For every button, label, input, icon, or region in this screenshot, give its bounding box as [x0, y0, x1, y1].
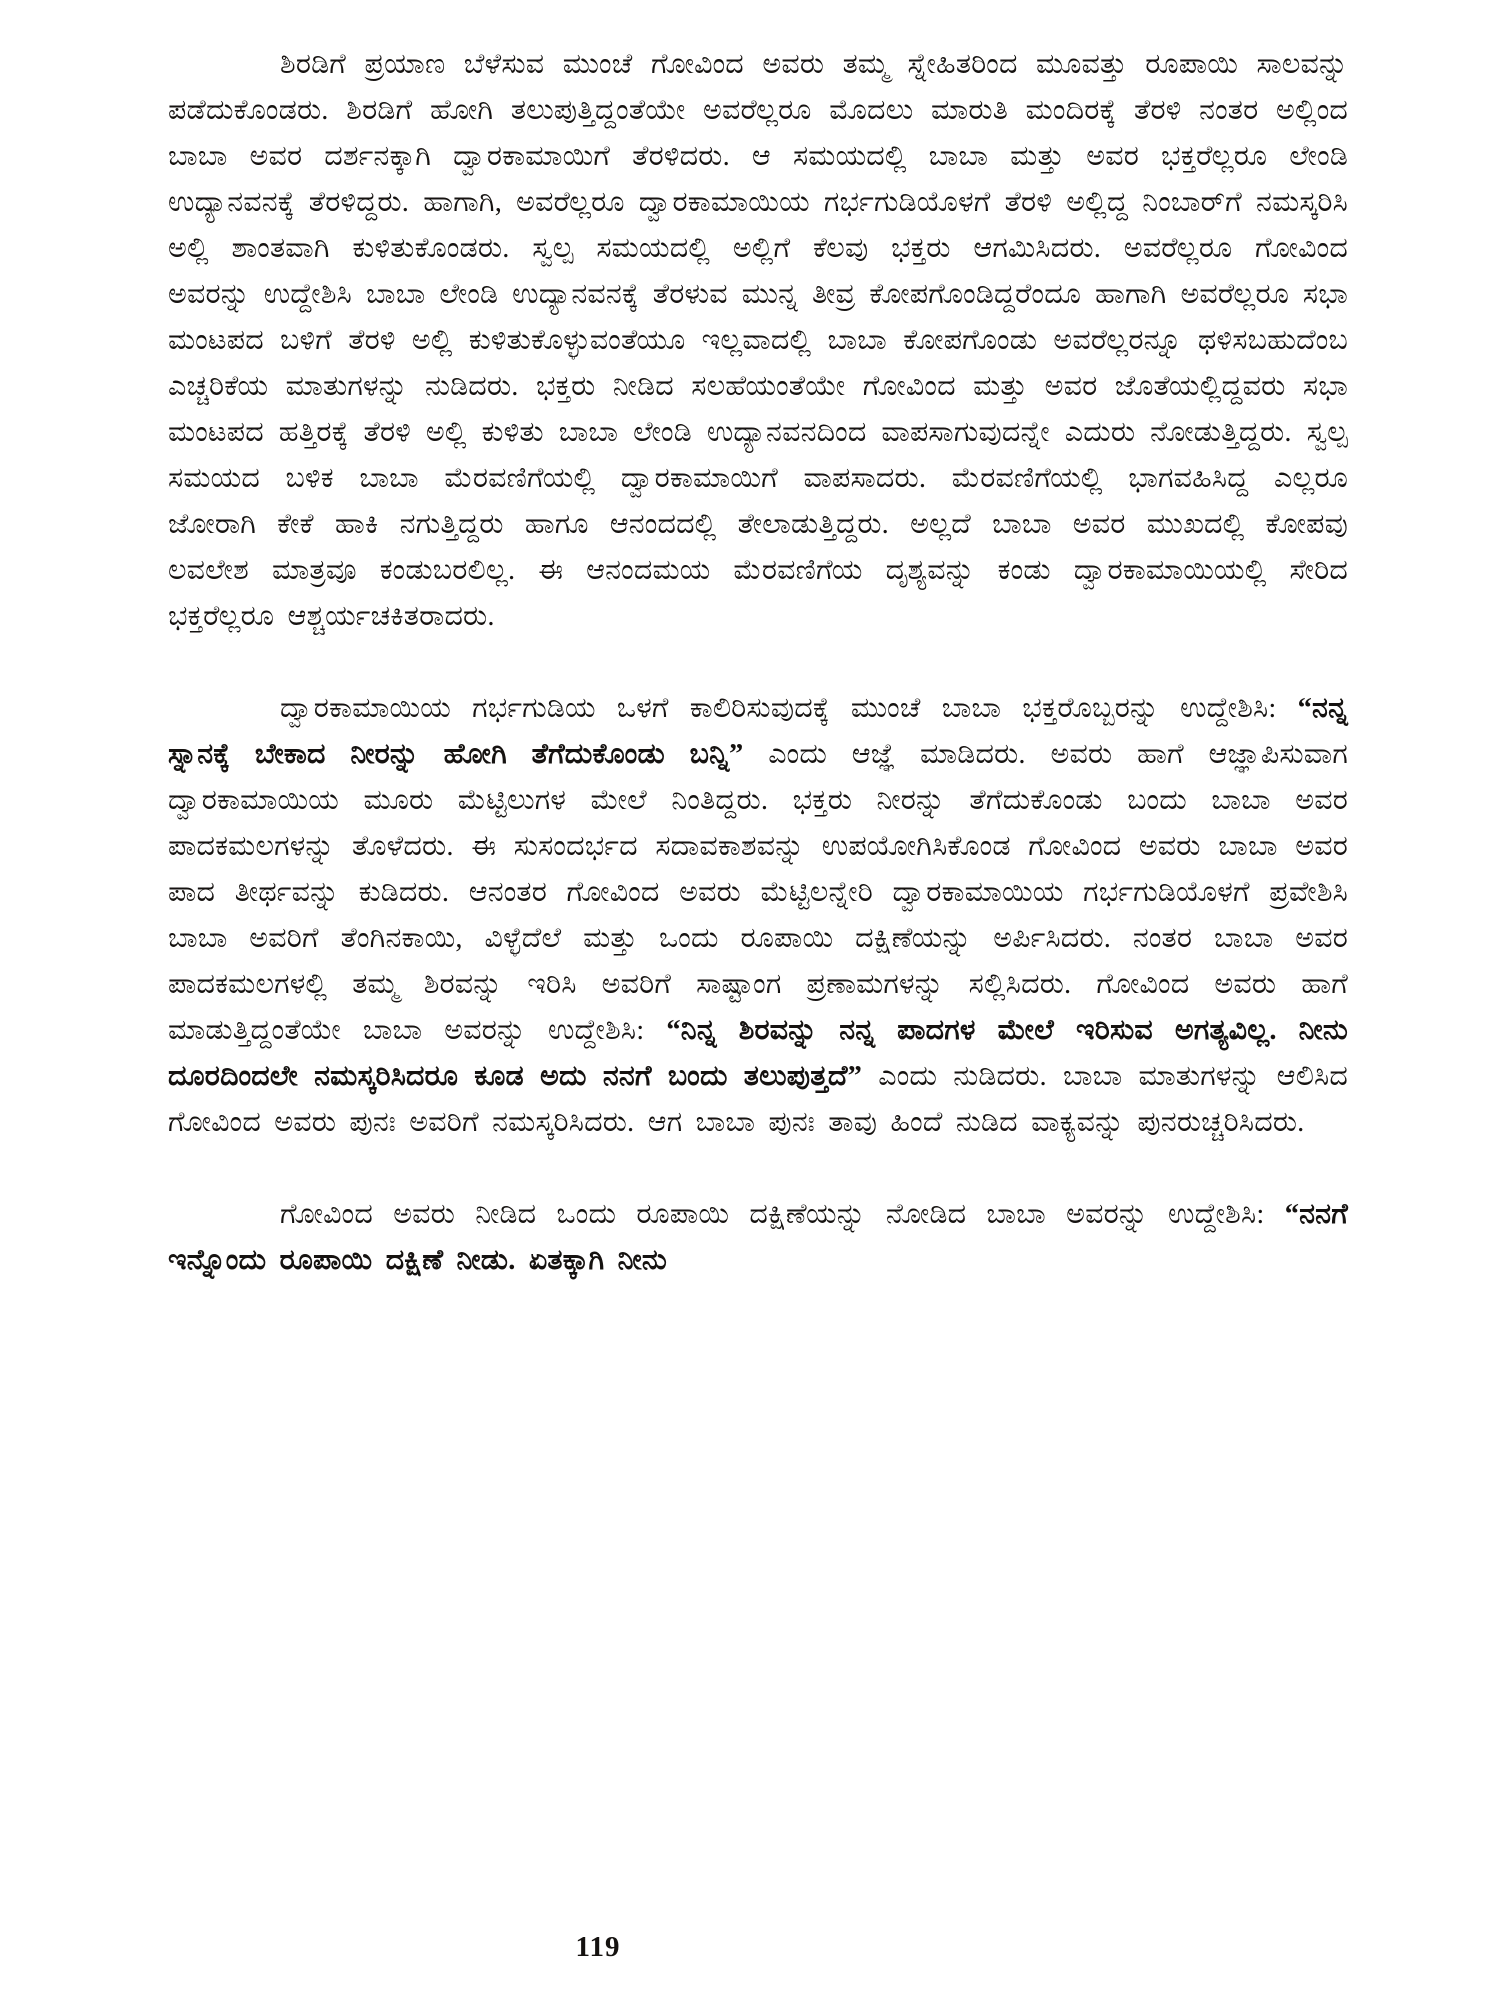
quoted-speech-text: “ನನಗೆ ಇನ್ನೊಂದು ರೂಪಾಯಿ ದಕ್ಷಿಣೆ ನೀಡು. ಏತಕ್ಕಾಗಿ ನೀನು — [168, 1199, 1348, 1276]
page-number: 119 — [575, 1931, 621, 1963]
document-body — [168, 42, 1348, 1931]
body-text: ಗೋವಿಂದ ಅವರು ನೀಡಿದ ಒಂದು ರೂಪಾಯಿ ದಕ್ಷಿಣೆಯನ್ನು ನೋಡಿದ ಬಾಬಾ ಅವರನ್ನು ಉದ್ದೇಶಿಸಿ: — [280, 1199, 1285, 1230]
quoted-speech-text: “ನನ್ನ ಸ್ನಾನಕ್ಕೆ ಬೇಕಾದ ನೀರನ್ನು ಹೋಗಿ ತೆಗೆದುಕೊಂಡು ಬನ್ನಿ” — [168, 693, 1348, 770]
paragraph — [168, 1192, 1348, 1284]
paragraph — [168, 42, 1348, 640]
paragraph — [168, 686, 1348, 1146]
quoted-speech-text: “ನಿನ್ನ ಶಿರವನ್ನು ನನ್ನ ಪಾದಗಳ ಮೇಲೆ ಇರಿಸುವ ಅಗತ್ಯವಿಲ್ಲ. ನೀನು ದೂರದಿಂದಲೇ ನಮಸ್ಕರಿಸಿದರೂ ಕೂಡ ಅದು ನನಗೆ ಬಂದು ತಲುಪುತ್ತದೆ” — [168, 1015, 1348, 1092]
body-text: ಎಂದು ನುಡಿದರು. ಬಾಬಾ ಮಾತುಗಳನ್ನು ಆಲಿಸಿದ ಗೋವಿಂದ ಅವರು ಪುನಃ ಅವರಿಗೆ ನಮಸ್ಕರಿಸಿದರು. ಆಗ ಬಾಬಾ ಪುನಃ ತಾವು ಹಿಂದೆ ನುಡಿದ ವಾಕ್ಯವನ್ನು ಪುನರುಚ್ಚರಿಸಿದರು. — [168, 1061, 1348, 1138]
body-text: ಎಂದು ಆಜ್ಞೆ ಮಾಡಿದರು. ಅವರು ಹಾಗೆ ಆಜ್ಞಾಪಿಸುವಾಗ ದ್ವಾರಕಾಮಾಯಿಯ ಮೂರು ಮೆಟ್ಟಿಲುಗಳ ಮೇಲೆ ನಿಂತಿದ್ದರು. ಭಕ್ತರು ನೀರನ್ನು ತೆಗೆದುಕೊಂಡು ಬಂದು ಬಾಬಾ ಅವರ ಪಾದಕಮಲಗಳನ್ನು ತೊಳೆದರು. ಈ ಸುಸಂದರ್ಭದ ಸದಾವಕಾಶವನ್ನು ಉಪಯೋಗಿಸಿಕೊಂಡ ಗೋವಿಂದ ಅವರು ಬಾಬಾ ಅವರ ಪಾದ ತೀರ್ಥವನ್ನು ಕುಡಿದರು. ಆನಂತರ ಗೋವಿಂದ ಅವರು ಮೆಟ್ಟಿಲನ್ನೇರಿ ದ್ವಾರಕಾಮಾಯಿಯ ಗರ್ಭಗುಡಿಯೊಳಗೆ ಪ್ರವೇಶಿಸಿ ಬಾಬಾ ಅವರಿಗೆ ತೆಂಗಿನಕಾಯಿ, ವಿಳ್ಳೆದೆಲೆ ಮತ್ತು ಒಂದು ರೂಪಾಯಿ ದಕ್ಷಿಣೆಯನ್ನು ಅರ್ಪಿಸಿದರು. ನಂತರ ಬಾಬಾ ಅವರ ಪಾದಕಮಲಗಳಲ್ಲಿ ತಮ್ಮ ಶಿರವನ್ನು ಇರಿಸಿ ಅವರಿಗೆ ಸಾಷ್ಟಾಂಗ ಪ್ರಣಾಮಗಳನ್ನು ಸಲ್ಲಿಸಿದರು. ಗೋವಿಂದ ಅವರು ಹಾಗೆ ಮಾಡುತ್ತಿದ್ದಂತೆಯೇ ಬಾಬಾ ಅವರನ್ನು ಉದ್ದೇಶಿಸಿ: — [168, 739, 1348, 1046]
body-text: ಶಿರಡಿಗೆ ಪ್ರಯಾಣ ಬೆಳೆಸುವ ಮುಂಚೆ ಗೋವಿಂದ ಅವರು ತಮ್ಮ ಸ್ನೇಹಿತರಿಂದ ಮೂವತ್ತು ರೂಪಾಯಿ ಸಾಲವನ್ನು ಪಡೆದುಕೊಂಡರು. ಶಿರಡಿಗೆ ಹೋಗಿ ತಲುಪುತ್ತಿದ್ದಂತೆಯೇ ಅವರೆಲ್ಲರೂ ಮೊದಲು ಮಾರುತಿ ಮಂದಿರಕ್ಕೆ ತೆರಳಿ ನಂತರ ಅಲ್ಲಿಂದ ಬಾಬಾ ಅವರ ದರ್ಶನಕ್ಕಾಗಿ ದ್ವಾರಕಾಮಾಯಿಗೆ ತೆರಳಿದರು. ಆ ಸಮಯದಲ್ಲಿ ಬಾಬಾ ಮತ್ತು ಅವರ ಭಕ್ತರೆಲ್ಲರೂ ಲೇಂಡಿ ಉದ್ಯಾನವನಕ್ಕೆ ತೆರಳಿದ್ದರು. ಹಾಗಾಗಿ, ಅವರೆಲ್ಲರೂ ದ್ವಾರಕಾಮಾಯಿಯ ಗರ್ಭಗುಡಿಯೊಳಗೆ ತೆರಳಿ ಅಲ್ಲಿದ್ದ ನಿಂಬಾರ್‌ಗೆ ನಮಸ್ಕರಿಸಿ ಅಲ್ಲಿ ಶಾಂತವಾಗಿ ಕುಳಿತುಕೊಂಡರು. ಸ್ವಲ್ಪ ಸಮಯದಲ್ಲಿ ಅಲ್ಲಿಗೆ ಕೆಲವು ಭಕ್ತರು ಆಗಮಿಸಿದರು. ಅವರೆಲ್ಲರೂ ಗೋವಿಂದ ಅವರನ್ನು ಉದ್ದೇಶಿಸಿ ಬಾಬಾ ಲೇಂಡಿ ಉದ್ಯಾನವನಕ್ಕೆ ತೆರಳುವ ಮುನ್ನ ತೀವ್ರ ಕೋಪಗೊಂಡಿದ್ದರೆಂದೂ ಹಾಗಾಗಿ ಅವರೆಲ್ಲರೂ ಸಭಾ ಮಂಟಪದ ಬಳಿಗೆ ತೆರಳಿ ಅಲ್ಲಿ ಕುಳಿತುಕೊಳ್ಳುವಂತೆಯೂ ಇಲ್ಲವಾದಲ್ಲಿ ಬಾಬಾ ಕೋಪಗೊಂಡು ಅವರೆಲ್ಲರನ್ನೂ ಥಳಿಸಬಹುದೆಂಬ ಎಚ್ಚರಿಕೆಯ ಮಾತುಗಳನ್ನು ನುಡಿದರು. ಭಕ್ತರು ನೀಡಿದ ಸಲಹೆಯಂತೆಯೇ ಗೋವಿಂದ ಮತ್ತು ಅವರ ಜೊತೆಯಲ್ಲಿದ್ದವರು ಸಭಾ ಮಂಟಪದ ಹತ್ತಿರಕ್ಕೆ ತೆರಳಿ ಅಲ್ಲಿ ಕುಳಿತು ಬಾಬಾ ಲೇಂಡಿ ಉದ್ಯಾನವನದಿಂದ ವಾಪಸಾಗುವುದನ್ನೇ ಎದುರು ನೋಡುತ್ತಿದ್ದರು. ಸ್ವಲ್ಪ ಸಮಯದ ಬಳಿಕ ಬಾಬಾ ಮೆರವಣಿಗೆಯಲ್ಲಿ ದ್ವಾರಕಾಮಾಯಿಗೆ ವಾಪಸಾದರು. ಮೆರವಣಿಗೆಯಲ್ಲಿ ಭಾಗವಹಿಸಿದ್ದ ಎಲ್ಲರೂ ಜೋರಾಗಿ ಕೇಕೆ ಹಾಕಿ ನಗುತ್ತಿದ್ದರು ಹಾಗೂ ಆನಂದದಲ್ಲಿ ತೇಲಾಡುತ್ತಿದ್ದರು. ಅಲ್ಲದೆ ಬಾಬಾ ಅವರ ಮುಖದಲ್ಲಿ ಕೋಪವು ಲವಲೇಶ ಮಾತ್ರವೂ ಕಂಡುಬರಲಿಲ್ಲ. ಈ ಆನಂದಮಯ ಮೆರವಣಿಗೆಯ ದೃಶ್ಯವನ್ನು ಕಂಡು ದ್ವಾರಕಾಮಾಯಿಯಲ್ಲಿ ಸೇರಿದ ಭಕ್ತರೆಲ್ಲರೂ ಆಶ್ಚರ್ಯಚಕಿತರಾದರು. — [168, 49, 1348, 632]
body-text: ದ್ವಾರಕಾಮಾಯಿಯ ಗರ್ಭಗುಡಿಯ ಒಳಗೆ ಕಾಲಿರಿಸುವುದಕ್ಕೆ ಮುಂಚೆ ಬಾಬಾ ಭಕ್ತರೊಬ್ಬರನ್ನು ಉದ್ದೇಶಿಸಿ: — [280, 693, 1298, 724]
